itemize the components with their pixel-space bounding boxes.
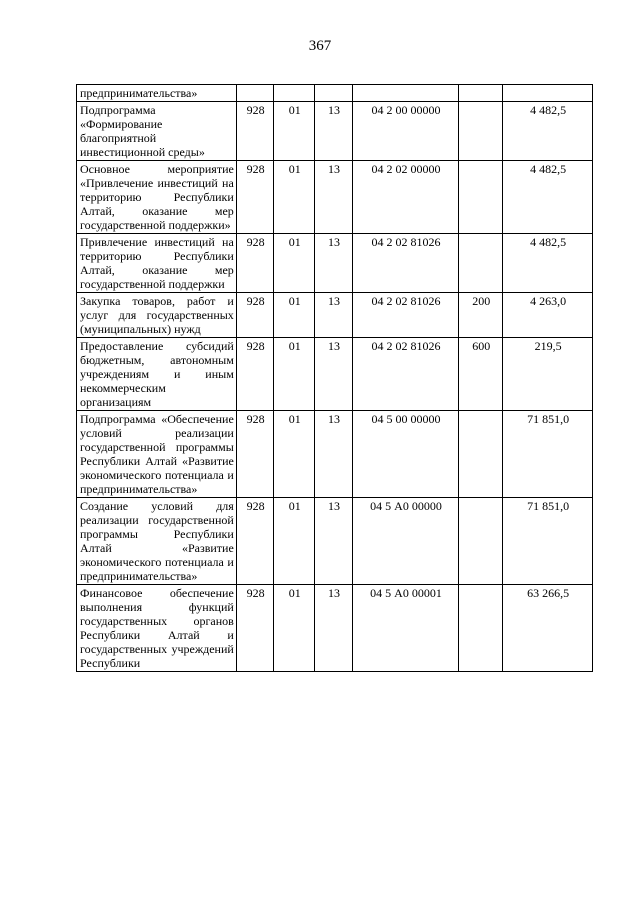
row-grbs-cell: 928: [236, 293, 274, 338]
row-subsection-cell: 13: [315, 411, 353, 498]
row-section-cell: 01: [274, 161, 315, 234]
row-section-cell: 01: [274, 585, 315, 672]
row-section-cell: [274, 85, 315, 102]
row-name-cell: Подпрограмма «Формирование благоприятной инвестиционной среды»: [77, 102, 237, 161]
table-row: [77, 161, 593, 234]
row-amount-cell: 71 851,0: [503, 498, 593, 585]
row-target-article-cell: 04 5 00 00000: [352, 411, 459, 498]
row-amount-cell: 4 482,5: [503, 161, 593, 234]
table-row: [77, 411, 593, 498]
row-section-cell: 01: [274, 498, 315, 585]
row-amount-cell: 63 266,5: [503, 585, 593, 672]
row-name-cell: Предоставление субсидий бюджетным, автономным учреждениям и иным некоммерческим организациям: [77, 338, 237, 411]
row-target-article-cell: 04 5 А0 00001: [352, 585, 459, 672]
table-row: [77, 585, 593, 672]
row-expense-type-cell: 600: [459, 338, 503, 411]
row-expense-type-cell: [459, 498, 503, 585]
row-expense-type-cell: [459, 411, 503, 498]
row-grbs-cell: 928: [236, 234, 274, 293]
row-target-article-cell: 04 2 02 81026: [352, 293, 459, 338]
row-subsection-cell: 13: [315, 338, 353, 411]
row-section-cell: 01: [274, 102, 315, 161]
row-grbs-cell: 928: [236, 585, 274, 672]
row-section-cell: 01: [274, 338, 315, 411]
table-row: [77, 293, 593, 338]
row-name-cell: Финансовое обеспечение выполнения функций государственных органов Республики Алтай и государственных учреждений Республики: [77, 585, 237, 672]
row-grbs-cell: 928: [236, 498, 274, 585]
row-section-cell: 01: [274, 234, 315, 293]
row-name-cell: Привлечение инвестиций на территорию Республики Алтай, оказание мер государственной поддержки: [77, 234, 237, 293]
table-row: [77, 102, 593, 161]
row-grbs-cell: 928: [236, 411, 274, 498]
row-target-article-cell: [352, 85, 459, 102]
row-expense-type-cell: [459, 585, 503, 672]
row-target-article-cell: 04 2 02 81026: [352, 338, 459, 411]
table-row: [77, 498, 593, 585]
row-section-cell: 01: [274, 293, 315, 338]
row-grbs-cell: [236, 85, 274, 102]
row-subsection-cell: 13: [315, 498, 353, 585]
row-target-article-cell: 04 2 00 00000: [352, 102, 459, 161]
row-expense-type-cell: [459, 85, 503, 102]
budget-table: [76, 84, 593, 672]
row-section-cell: 01: [274, 411, 315, 498]
row-name-cell: Закупка товаров, работ и услуг для государственных (муниципальных) нужд: [77, 293, 237, 338]
row-name-cell: Подпрограмма «Обеспечение условий реализации государственной программы Республики Алтай «Развитие экономического потенциала и предпринимательства»: [77, 411, 237, 498]
page-number: 367: [308, 38, 332, 54]
row-subsection-cell: 13: [315, 585, 353, 672]
row-expense-type-cell: [459, 234, 503, 293]
row-expense-type-cell: 200: [459, 293, 503, 338]
row-subsection-cell: 13: [315, 234, 353, 293]
row-amount-cell: [503, 85, 593, 102]
row-target-article-cell: 04 5 А0 00000: [352, 498, 459, 585]
row-name-cell: Основное мероприятие «Привлечение инвестиций на территорию Республики Алтай, оказание мер государственной поддержки»: [77, 161, 237, 234]
row-expense-type-cell: [459, 161, 503, 234]
row-grbs-cell: 928: [236, 161, 274, 234]
row-subsection-cell: 13: [315, 293, 353, 338]
row-name-cell: предпринимательства»: [77, 85, 237, 102]
budget-table-body: [77, 85, 593, 672]
row-name-cell: Создание условий для реализации государственной программы Республики Алтай «Развитие экономического потенциала и предпринимательства»: [77, 498, 237, 585]
row-expense-type-cell: [459, 102, 503, 161]
row-grbs-cell: 928: [236, 338, 274, 411]
row-target-article-cell: 04 2 02 00000: [352, 161, 459, 234]
row-amount-cell: 71 851,0: [503, 411, 593, 498]
table-row: [77, 85, 593, 102]
row-target-article-cell: 04 2 02 81026: [352, 234, 459, 293]
row-amount-cell: 219,5: [503, 338, 593, 411]
row-amount-cell: 4 263,0: [503, 293, 593, 338]
row-amount-cell: 4 482,5: [503, 234, 593, 293]
table-row: [77, 234, 593, 293]
row-subsection-cell: 13: [315, 102, 353, 161]
row-subsection-cell: 13: [315, 161, 353, 234]
row-grbs-cell: 928: [236, 102, 274, 161]
row-subsection-cell: [315, 85, 353, 102]
row-amount-cell: 4 482,5: [503, 102, 593, 161]
table-row: [77, 338, 593, 411]
